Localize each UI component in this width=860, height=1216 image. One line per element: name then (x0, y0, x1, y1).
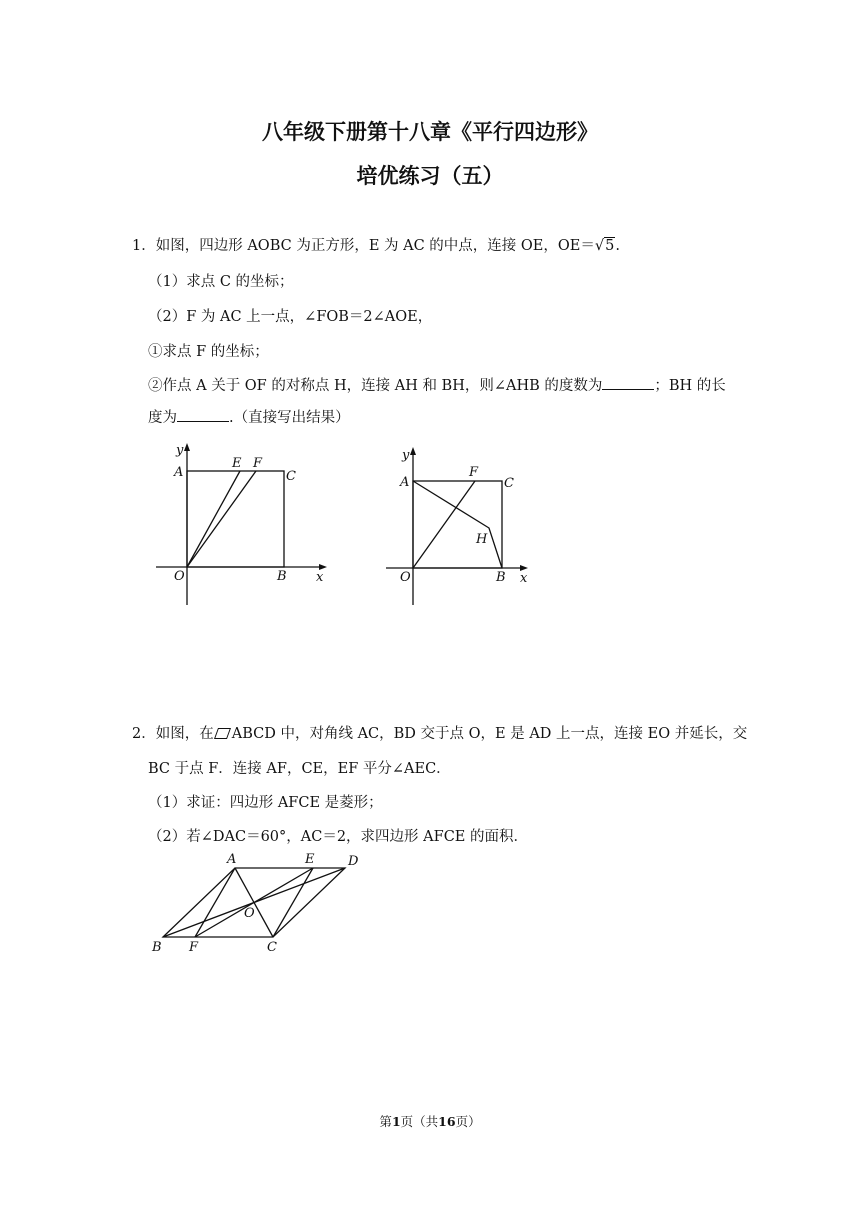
footer-total-pages: 16 (438, 1114, 456, 1129)
label-y: y (176, 443, 184, 458)
sqrt-radicand: 5 (605, 238, 615, 254)
q2-sub2: （2）若∠DAC＝60°，AC＝2，求四边形 AFCE 的面积． (148, 829, 528, 845)
label-x: x (316, 570, 324, 585)
q2-line1 (132, 722, 747, 743)
y-axis-arrow (410, 447, 416, 455)
label-y: y (402, 448, 410, 463)
q2-stem-start: 2．如图，在 (132, 726, 214, 742)
footer-suffix: 页） (455, 1114, 481, 1129)
page-footer (0, 1112, 860, 1130)
footer-page-number: 1 (391, 1114, 401, 1129)
segment-of (413, 481, 475, 568)
q1-sub2-i: ①求点 F 的坐标； (148, 344, 269, 360)
sqrt-symbol: √5 (594, 238, 615, 254)
q1-sub2-ii-text2: ；BH 的长 (654, 378, 726, 394)
square-aobc (187, 471, 284, 567)
label-f: F (253, 456, 263, 471)
segment-ce (273, 868, 313, 937)
q2-figure (145, 850, 375, 960)
parallelogram-icon (214, 728, 231, 739)
label-h: H (476, 532, 488, 547)
footer-mid: 页（共 (400, 1114, 439, 1129)
answer-blank-length[interactable] (177, 409, 229, 422)
q1-sub2: （2）F 为 AC 上一点，∠FOB＝2∠AOE， (148, 309, 433, 325)
label-c: C (267, 940, 277, 955)
page-subtitle: 培优练习（五） (356, 164, 504, 188)
q1-sub2-ii-text: ②作点 A 关于 OF 的对称点 H，连接 AH 和 BH，则∠AHB 的度数为 (148, 378, 603, 394)
footer-prefix: 第 (379, 1114, 392, 1129)
label-c: C (504, 476, 514, 491)
label-o: O (174, 569, 185, 584)
segment-af (195, 868, 235, 937)
label-b: B (496, 570, 506, 585)
label-c: C (286, 469, 296, 484)
q1-sub2-ii-text3: 度为 (148, 410, 177, 426)
label-a: A (174, 465, 184, 480)
q1-figure-2 (380, 440, 550, 610)
q1-figure-1 (150, 440, 340, 610)
answer-blank-angle[interactable] (602, 377, 654, 390)
square-aobc (413, 481, 502, 568)
y-axis-arrow (184, 443, 190, 451)
q1-sub2-ii (148, 374, 726, 395)
label-o: O (244, 906, 255, 921)
page-title: 八年级下册第十八章《平行四边形》 (262, 120, 598, 144)
q1-sub2-ii-cont (148, 406, 350, 427)
label-d: D (348, 854, 359, 869)
label-x: x (520, 571, 528, 586)
segment-ef (195, 868, 313, 937)
label-a: A (227, 852, 237, 867)
label-b: B (152, 940, 162, 955)
q1-line1 (132, 234, 620, 255)
q2-sub1: （1）求证：四边形 AFCE 是菱形； (148, 795, 383, 811)
q1-sub1: （1）求点 C 的坐标； (148, 274, 294, 290)
label-e: E (305, 852, 315, 867)
label-f: F (189, 940, 199, 955)
q1-stem-end: . (615, 238, 620, 254)
label-o: O (400, 570, 411, 585)
q2-stem: ABCD 中，对角线 AC，BD 交于点 O，E 是 AD 上一点，连接 EO 并延长，交 (231, 726, 748, 742)
q1-stem: 1．如图，四边形 AOBC 为正方形，E 为 AC 的中点，连接 OE，OE＝ (132, 238, 595, 254)
label-e: E (232, 456, 242, 471)
label-f: F (469, 465, 479, 480)
label-b: B (277, 569, 287, 584)
segment-of (187, 471, 256, 567)
q2-line2: BC 于点 F．连接 AF，CE，EF 平分∠AEC． (148, 761, 451, 777)
segment-oe (187, 471, 240, 567)
label-a: A (400, 475, 410, 490)
q1-sub2-ii-text4: .（直接写出结果） (229, 410, 350, 426)
segments-ah-hb (413, 481, 502, 568)
